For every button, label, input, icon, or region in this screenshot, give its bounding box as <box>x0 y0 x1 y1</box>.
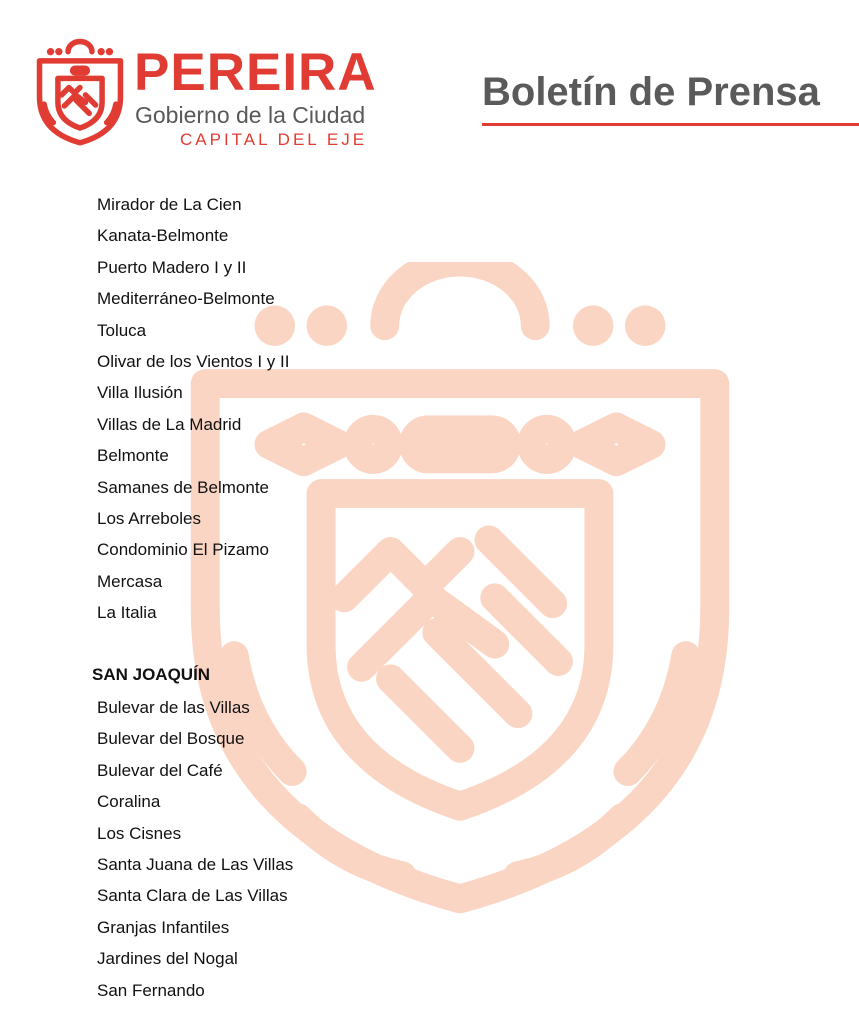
list-item: Villas de La Madrid <box>97 414 242 434</box>
list-item: Kanata-Belmonte <box>97 226 229 246</box>
brand-tagline: CAPITAL DEL EJE <box>180 130 368 149</box>
list-item: Bulevar del Café <box>97 760 223 780</box>
list-item: Belmonte <box>97 446 169 466</box>
brand-title: PEREIRA <box>134 43 377 102</box>
list-item: La Italia <box>97 603 157 623</box>
list-item: Santa Juana de Las Villas <box>97 854 294 874</box>
list-item: Condominio El Pizamo <box>97 540 269 560</box>
list-item: Toluca <box>97 320 147 340</box>
list-item: Mediterráneo-Belmonte <box>97 289 275 309</box>
san-joaquin-list <box>97 698 293 1012</box>
list-item: Mirador de La Cien <box>97 195 242 214</box>
pereira-shield-icon <box>34 38 126 150</box>
neighborhood-list <box>97 195 289 634</box>
section-heading-san-joaquin: SAN JOAQUÍN <box>92 665 211 684</box>
list-item: Los Arreboles <box>97 508 201 528</box>
list-item: Los Cisnes <box>97 823 182 843</box>
list-item: Coralina <box>97 792 161 812</box>
brand-subtitle: Gobierno de la Ciudad <box>135 102 366 128</box>
list-item: Granjas Infantiles <box>97 917 230 937</box>
list-item: Bulevar del Bosque <box>97 729 245 749</box>
bulletin-title: Boletín de Prensa <box>482 70 820 114</box>
list-item: Mercasa <box>97 571 163 591</box>
list-item: Samanes de Belmonte <box>97 477 269 497</box>
list-item: San Fernando <box>97 980 205 1000</box>
list-item: Bulevar de las Villas <box>97 698 250 717</box>
bulletin-title-rule <box>482 123 859 126</box>
list-item: Jardines del Nogal <box>97 949 238 969</box>
list-item: Villa Ilusión <box>97 383 183 403</box>
list-item: Olivar de los Vientos I y II <box>97 351 290 371</box>
list-item: Santa Clara de Las Villas <box>97 886 288 906</box>
list-item: Puerto Madero I y II <box>97 257 247 277</box>
